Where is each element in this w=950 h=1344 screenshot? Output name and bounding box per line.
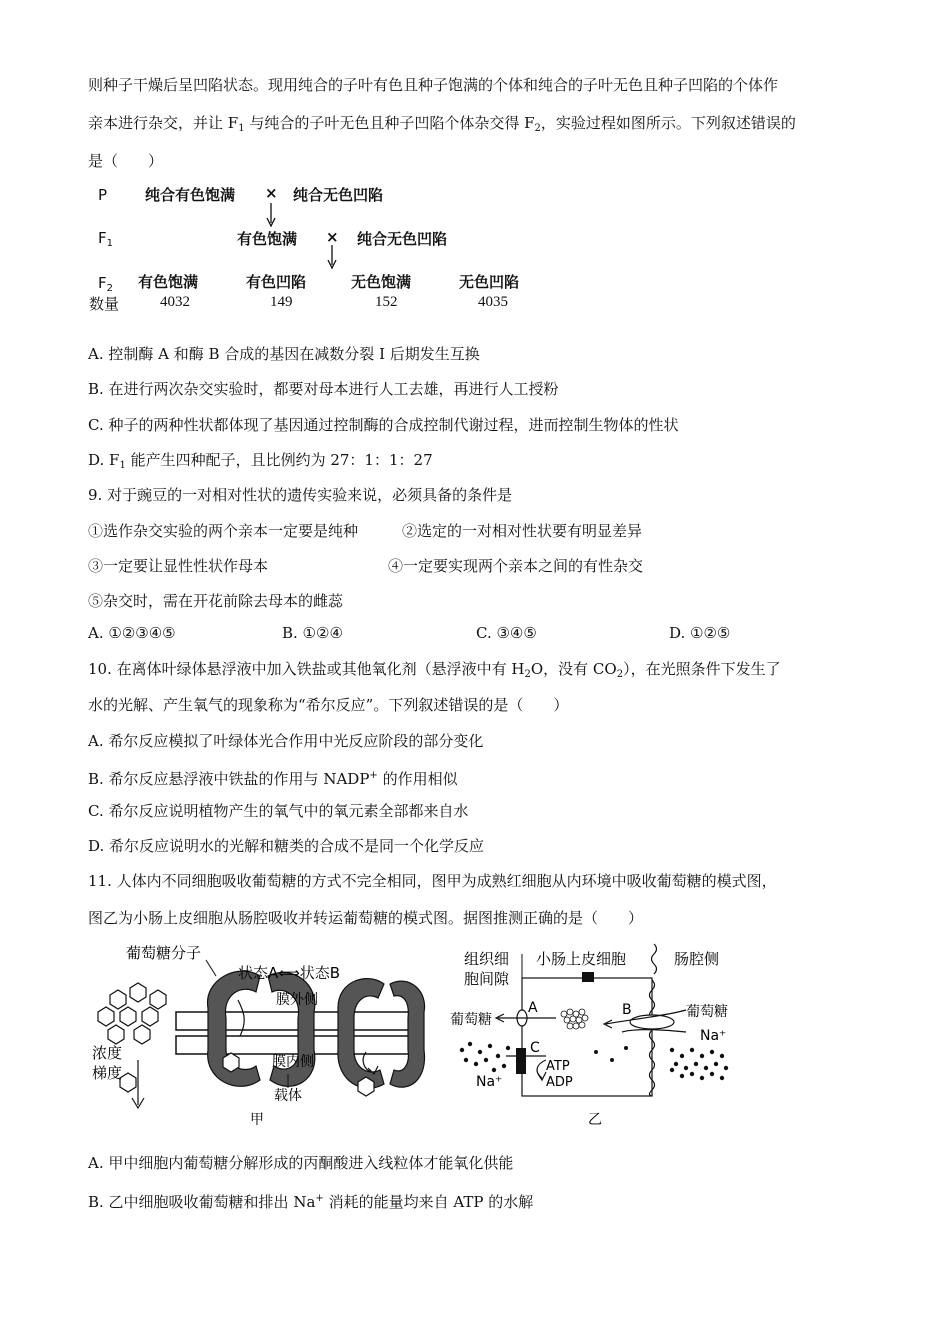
- label-na-left: Na⁺: [476, 1074, 503, 1090]
- option-text: 能产生四种配子，且比例约为 27：1：1：27: [125, 451, 433, 469]
- q9-statement-2: ②选定的一对相对性状要有明显差异: [402, 522, 643, 540]
- q9-statement-3: ③一定要让显性性状作母本: [88, 557, 269, 575]
- count-value: 4032: [160, 294, 190, 310]
- gen-f1-label: [98, 229, 113, 249]
- q10-option-a: A. 希尔反应模拟了叶绿体光合作用中光反应阶段的部分变化: [88, 732, 484, 750]
- label-c: C: [530, 1040, 540, 1056]
- q9-stem: 9. 对于豌豆的一对相对性状的遗传实验来说，必须具备的条件是: [88, 486, 513, 504]
- option-text: 消耗的能量均来自 ATP 的水解: [323, 1193, 534, 1211]
- intro-line-3: 是（ ）: [88, 152, 164, 170]
- count-value: 152: [375, 294, 398, 310]
- q8-option-d: [88, 449, 433, 477]
- intro-text: 与纯合的子叶无色且种子凹陷个体杂交得 F: [244, 114, 535, 132]
- label-gradient-1: 浓度: [92, 1044, 123, 1062]
- subscript: 1: [238, 123, 245, 134]
- q10-stem-2: 水的光解、产生氧气的现象称为“希尔反应”。下列叙述错误的是（ ）: [88, 696, 569, 714]
- count-value: 4035: [478, 294, 508, 310]
- q9-statement-1: ①选作杂交实验的两个亲本一定要是纯种: [88, 522, 359, 540]
- figure-jia: [88, 940, 448, 1140]
- q9-option-d: D. ①②⑤: [669, 624, 731, 642]
- label-atp: ATP: [546, 1059, 570, 1074]
- label-glucose-molecule: 葡萄糖分子: [126, 944, 202, 962]
- stem-text: 10. 在离体叶绿体悬浮液中加入铁盐或其他氧化剂（悬浮液中有 H: [88, 660, 525, 678]
- label-glucose-left: 葡萄糖: [450, 1012, 492, 1028]
- subscript: 2: [524, 669, 531, 680]
- label-gradient-2: 梯度: [92, 1064, 123, 1082]
- subscript: 1: [106, 238, 114, 249]
- sodium-ions-right: [670, 1048, 728, 1080]
- q10-option-b: [88, 765, 458, 790]
- label-state: 状态A⟺状态B: [238, 964, 341, 982]
- gen-p-left: 纯合有色饱满: [145, 186, 236, 204]
- intro-line-1: 则种子干燥后呈凹陷状态。现用纯合的子叶有色且种子饱满的个体和纯合的子叶无色且种子凹陷的个体作: [88, 76, 779, 94]
- option-text: B. 乙中细胞吸收葡萄糖和排出 Na: [88, 1193, 316, 1211]
- label-glucose-right: 葡萄糖: [686, 1004, 728, 1020]
- subscript: 2: [106, 283, 114, 294]
- caption-jia: 甲: [250, 1112, 264, 1128]
- intro-text: ，实验过程如图所示。下列叙述错误的: [540, 114, 796, 132]
- gen-count-label: 数量: [89, 295, 120, 313]
- label-adp: ADP: [546, 1075, 573, 1090]
- label-lumen: 肠腔侧: [674, 950, 720, 968]
- q11-stem-1: 11. 人体内不同细胞吸收葡萄糖的方式不完全相同，图甲为成熟红细胞从内环境中吸收葡萄糖的模式图，: [88, 872, 777, 890]
- q9-option-a: A. ①②③④⑤: [88, 624, 176, 642]
- q9-statement-5: ⑤杂交时，需在开花前除去母本的雌蕊: [88, 592, 344, 610]
- figure-yi: [446, 940, 766, 1140]
- sodium-ions-left: [460, 1042, 510, 1072]
- gen-f1-right: 纯合无色凹陷: [357, 230, 448, 248]
- subscript: 1: [119, 460, 126, 471]
- intro-text: 亲本进行杂交，并让 F: [88, 114, 239, 132]
- phenotype-label: 有色饱满: [138, 273, 199, 291]
- label-carrier: 载体: [274, 1088, 302, 1104]
- f2-text: F: [98, 274, 107, 292]
- q11-option-a: A. 甲中细胞内葡萄糖分解形成的丙酮酸进入线粒体才能氧化供能: [88, 1154, 514, 1172]
- q8-option-a: A. 控制酶 A 和酶 B 合成的基因在减数分裂 I 后期发生互换: [88, 345, 480, 363]
- gen-p-label: P: [98, 186, 108, 204]
- gen-p-cross: ×: [265, 184, 278, 202]
- gen-f1-left: 有色饱满: [237, 230, 298, 248]
- label-na-right: Na⁺: [700, 1028, 727, 1044]
- intro-line-2: [88, 112, 796, 140]
- stem-text: ），在光照条件下发生了: [623, 660, 781, 678]
- label-outside: 膜外侧: [276, 992, 318, 1008]
- q10-option-d: D. 希尔反应说明水的光解和糖类的合成不是同一个化学反应: [88, 837, 485, 855]
- q11-option-b: [88, 1188, 533, 1213]
- q10-stem-1: [88, 658, 781, 686]
- gen-f2-label: [98, 274, 113, 294]
- q9-statement-4: ④一定要实现两个亲本之间的有性杂交: [388, 557, 644, 575]
- label-b: B: [622, 1002, 632, 1018]
- stem-text: O，没有 CO: [530, 660, 617, 678]
- count-value: 149: [270, 294, 293, 310]
- arrow-down-icon: [263, 203, 279, 229]
- q11-stem-2: 图乙为小肠上皮细胞从肠腔吸收并转运葡萄糖的模式图。据图推测正确的是（ ）: [88, 909, 644, 927]
- q8-option-b: B. 在进行两次杂交实验时，都要对母本进行人工去雄，再进行人工授粉: [88, 380, 559, 398]
- option-text: 的作用相似: [377, 770, 458, 788]
- label-tissue-2: 胞间隙: [464, 970, 510, 988]
- glucose-molecules: [98, 983, 166, 1044]
- q10-option-c: C. 希尔反应说明植物产生的氧气中的氧元素全部都来自水: [88, 802, 469, 820]
- f1-text: F: [98, 229, 107, 247]
- arrow-down-icon: [324, 245, 340, 271]
- subscript: 2: [534, 123, 541, 134]
- subscript: 2: [616, 669, 624, 680]
- label-tissue-1: 组织细: [464, 950, 510, 968]
- label-inside: 膜内侧: [272, 1054, 314, 1070]
- phenotype-label: 无色饱满: [351, 273, 412, 291]
- caption-yi: 乙: [588, 1112, 602, 1128]
- phenotype-label: 无色凹陷: [459, 273, 520, 291]
- superscript: +: [369, 770, 378, 781]
- gen-p-right: 纯合无色凹陷: [293, 186, 384, 204]
- q8-option-c: C. 种子的两种性状都体现了基因通过控制酶的合成控制代谢过程，进而控制生物体的性状: [88, 416, 679, 434]
- phenotype-label: 有色凹陷: [246, 273, 307, 291]
- label-a: A: [528, 1000, 538, 1016]
- option-text: D. F: [88, 451, 120, 469]
- gen-f1-cross: ×: [326, 228, 339, 246]
- q9-option-b: B. ①②④: [282, 624, 343, 642]
- label-epithelial-cell: 小肠上皮细胞: [536, 950, 627, 968]
- option-text: B. 希尔反应悬浮液中铁盐的作用与 NADP: [88, 770, 370, 788]
- superscript: +: [315, 1193, 324, 1204]
- q9-option-c: C. ③④⑤: [476, 624, 537, 642]
